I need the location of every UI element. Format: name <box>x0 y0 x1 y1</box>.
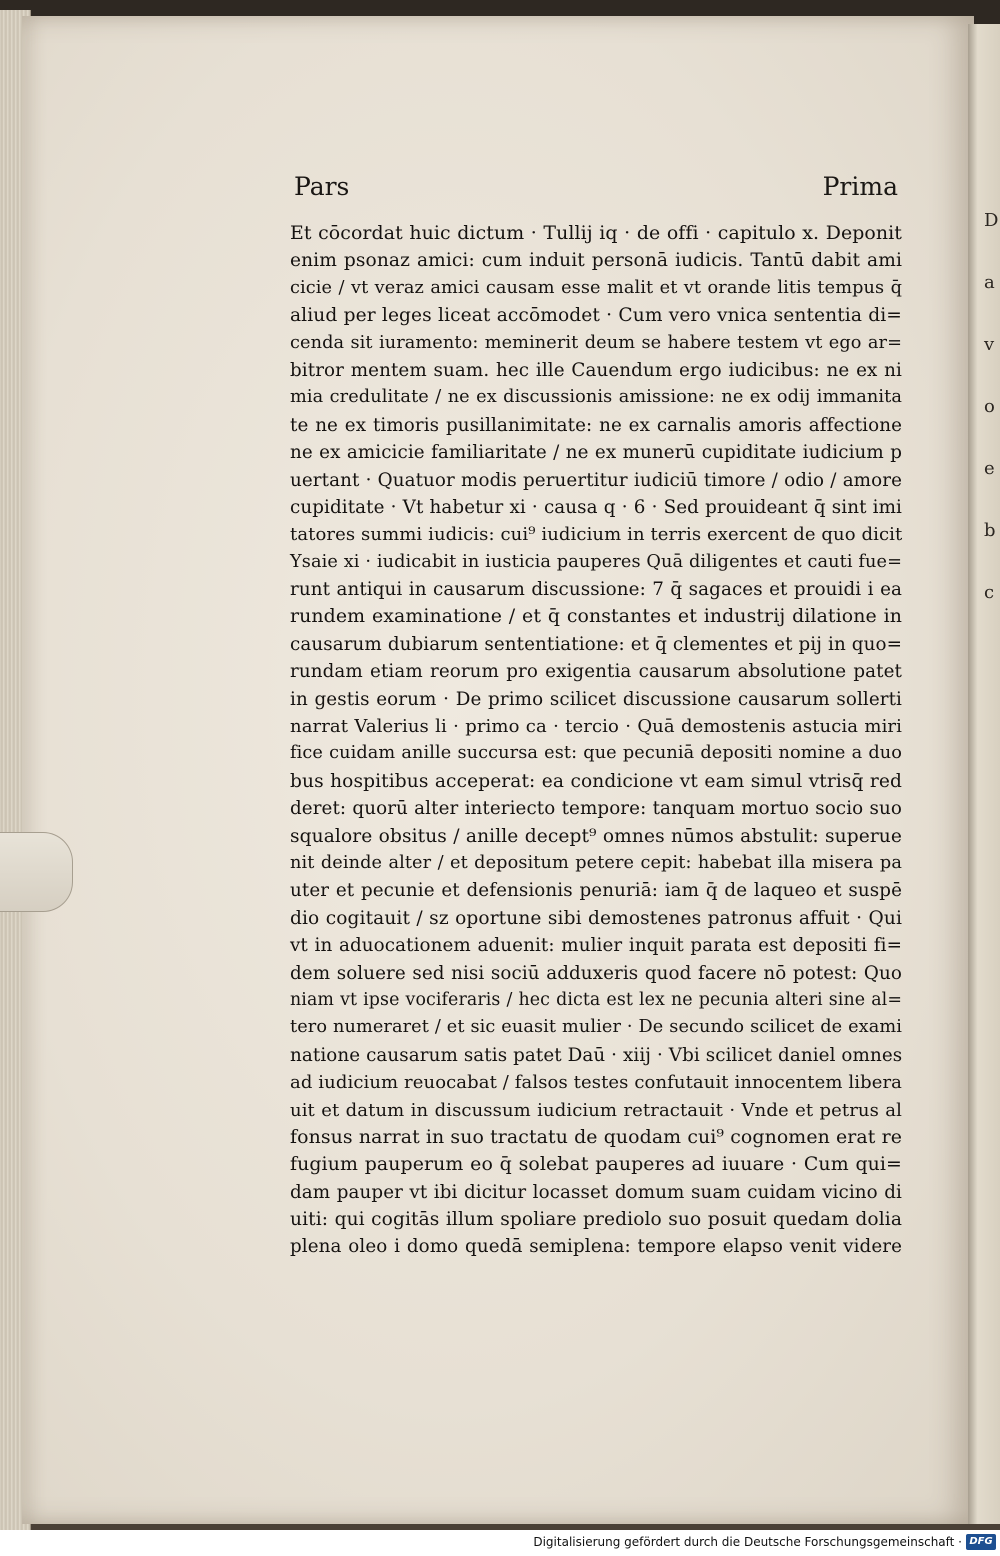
text-line: uter et pecunie et defensionis penuriā: iam q̄ de laqueo et suspē <box>290 880 902 902</box>
text-line: ad iudicium reuocabat / falsos testes confutauit innocentem libera <box>290 1072 902 1094</box>
dfg-logo: DFG <box>966 1534 996 1550</box>
text-line: uit et datum in discussum iudicium retractauit · Vnde et petrus al <box>290 1099 902 1121</box>
footer-bar <box>0 1530 1000 1556</box>
body-text <box>290 220 902 1261</box>
funding-notice: Digitalisierung gefördert durch die Deutsche Forschungsgemeinschaft · <box>533 1535 962 1549</box>
text-line: bitror mentem suam. hec ille Cauendum ergo iudicibus: ne ex ni <box>290 359 902 381</box>
text-line: cicie / vt veraz amici causam esse malit et vt orande litis tempus q̄ <box>290 277 902 298</box>
text-line: enim psonaz amici: cum induit personā iudicis. Tantū dabit ami <box>290 250 902 272</box>
text-line: rundem examinatione / et q̄ constantes et industrij dilatione in <box>290 605 902 628</box>
text-line: plena oleo i domo quedā semiplena: tempore elapso venit videre <box>290 1236 902 1258</box>
text-line: fice cuidam anille succursa est: que pecuniā depositi nomine a duo <box>290 743 902 764</box>
text-line: deret: quorū alter interiecto tempore: tanquam mortuo socio suo <box>290 798 902 820</box>
text-line: cupiditate · Vt habetur xi · causa q · 6 · Sed prouideant q̄ sint imi <box>290 496 902 518</box>
text-line: te ne ex timoris pusillanimitate: ne ex carnalis amoris affectione <box>290 414 902 436</box>
text-line: rundam etiam reorum pro exigentia causarum absolutione patet <box>290 661 902 683</box>
text-line: in gestis eorum · De primo scilicet discussione causarum sollerti <box>290 688 902 710</box>
text-line: uiti: qui cogitās illum spoliare prediolo suo posuit quedam dolia <box>290 1209 902 1231</box>
text-line: dem soluere sed nisi sociū adduxeris quod facere nō potest: Quo <box>290 962 902 984</box>
text-line: niam vt ipse vociferaris / hec dicta est lex ne pecunia alteri sine al= <box>290 989 902 1010</box>
text-line: bus hospitibus acceperat: ea condicione vt eam simul vtrisq̄ red <box>290 770 902 792</box>
text-line: fugium pauperum eo q̄ solebat pauperes ad iuuare · Cum qui= <box>290 1153 902 1176</box>
text-line: narrat Valerius li · primo ca · tercio · Quā demostenis astucia miri <box>290 716 902 738</box>
text-line: mia credulitate / ne ex discussionis amissione: ne ex odij immanita <box>290 387 902 408</box>
bookmark-ribbon <box>0 832 73 912</box>
text-line: dio cogitauit / sz oportune sibi demostenes patronus affuit · Qui <box>290 907 902 929</box>
text-line: Ysaie xi · iudicabit in iusticia pauperes Quā diligentes et cauti fue= <box>290 551 902 572</box>
facing-page-letter: c <box>984 582 995 603</box>
text-line: tero numeraret / et sic euasit mulier · De secundo scilicet de exami <box>290 1017 902 1038</box>
text-line: causarum dubiarum sententiatione: et q̄ clementes et pij in quo= <box>290 633 902 655</box>
header-prima: Prima <box>822 172 898 201</box>
text-line: tatores summi iudicis: cui⁹ iudicium in terris exercent de quo dicit <box>290 524 903 546</box>
text-line: fonsus narrat in suo tractatu de quodam cui⁹ cognomen erat re <box>290 1125 902 1148</box>
header-pars: Pars <box>294 172 350 201</box>
text-line: nit deinde alter / et depositum petere cepit: habebat illa misera pa <box>290 852 902 873</box>
text-line: Et cōcordat huic dictum · Tullij iq · de offi · capitulo x. Deponit <box>290 222 902 244</box>
text-line: vt in aduocationem aduenit: mulier inquit parata est depositi fi= <box>290 935 902 957</box>
facing-page-letter: o <box>984 396 995 417</box>
facing-page-letters <box>984 190 998 624</box>
page-header <box>294 172 898 208</box>
facing-page-letter: e <box>984 458 995 479</box>
text-line: aliud per leges liceat accōmodet · Cum vero vnica sententia di= <box>290 305 902 327</box>
text-line: dam pauper vt ibi dicitur locasset domum suam cuidam vicino di <box>290 1181 902 1203</box>
text-line: squalore obsitus / anille decept⁹ omnes nūmos abstulit: superue <box>290 825 902 847</box>
text-line: runt antiqui in causarum discussione: 7 q̄ sagaces et prouidi i ea <box>290 579 902 601</box>
text-line: natione causarum satis patet Daū · xiij · Vbi scilicet daniel omnes <box>290 1044 903 1066</box>
facing-page-letter: D <box>984 210 999 231</box>
text-line: uertant · Quatuor modis peruertitur iudiciū timore / odio / amore <box>290 469 902 491</box>
text-line: cenda sit iuramento: meminerit deum se habere testem vt ego ar= <box>290 332 902 353</box>
facing-page-letter: v <box>984 334 995 355</box>
text-line: ne ex amicicie familiaritate / ne ex munerū cupiditate iudicium p <box>290 442 902 464</box>
facing-page-letter: a <box>984 272 995 293</box>
facing-page-letter: b <box>984 520 996 541</box>
